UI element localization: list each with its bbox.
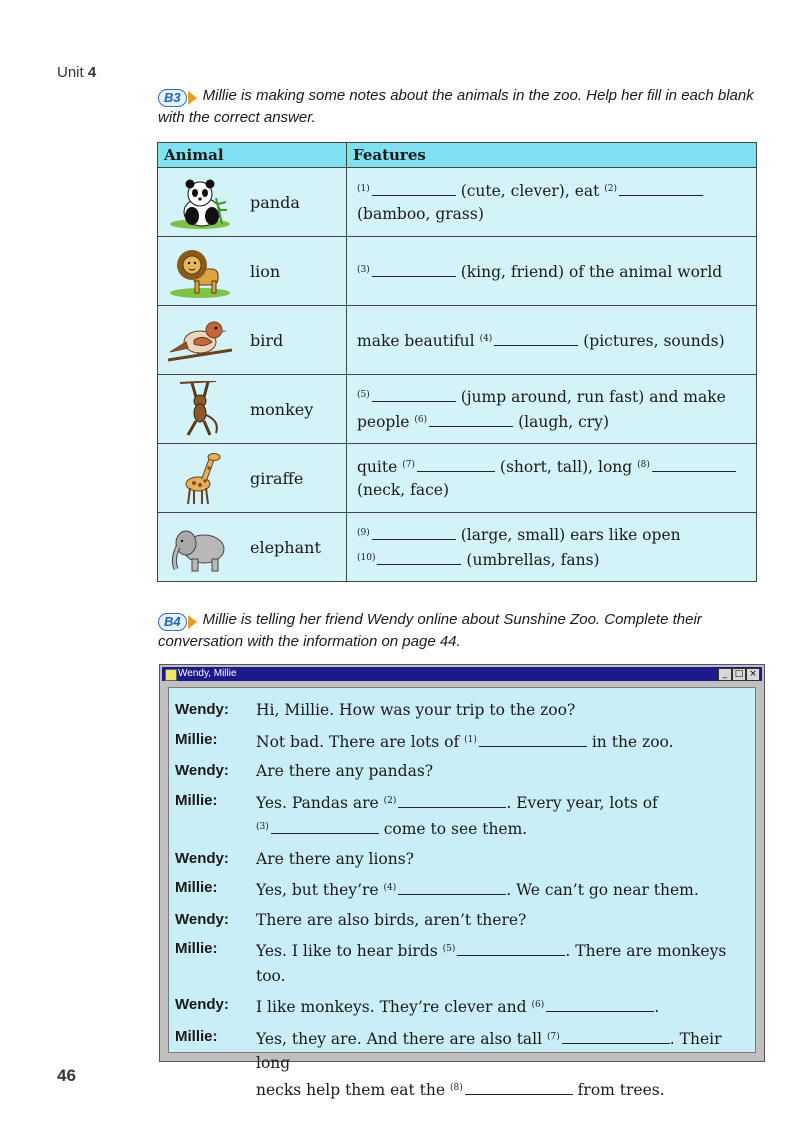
animal-name: bird [250, 330, 284, 350]
chat-app-icon [165, 669, 177, 681]
chat-line: Wendy: Hi, Millie. How was your trip to the zoo? [175, 701, 576, 719]
chat-window-titlebar[interactable] [162, 667, 762, 681]
lion-icon [164, 243, 236, 299]
features-cell: $^{(9)}$ (large, small) ears like open $^{(10)}$ (umbrellas, fans) [347, 513, 757, 582]
features-cell: $^{(1)}$ (cute, clever), eat $^{(2)}$ (bamboo, grass) [347, 168, 757, 237]
chat-line: Wendy: I like monkeys. They’re clever and $^{(6)}$ . [175, 996, 660, 1016]
play-arrow-icon [188, 615, 197, 629]
chat-line: Millie: Yes, but they’re $^{(4)}$ . We can’t go near them. [175, 879, 699, 899]
play-arrow-icon [188, 91, 197, 105]
chat-line: Wendy: Are there any lions? [175, 849, 414, 868]
table-row [158, 306, 757, 375]
table-row [158, 513, 757, 582]
animal-features-table [157, 142, 757, 582]
table-row [158, 375, 757, 444]
animal-name: elephant [250, 537, 321, 557]
animal-name: panda [250, 192, 300, 212]
col-features: Features [347, 143, 757, 168]
table-row [158, 444, 757, 513]
chat-body [168, 687, 756, 1099]
close-icon[interactable]: × [746, 668, 760, 681]
b4-tag: B4 [158, 613, 197, 631]
panda-icon [164, 174, 236, 230]
features-cell: make beautiful $^{(4)}$ (pictures, sounds) [347, 306, 757, 375]
table-row [158, 237, 757, 306]
animal-name: lion [250, 261, 281, 281]
chat-line: Wendy: There are also birds, aren’t there? [175, 910, 527, 929]
b4-instruction: B4 Millie is telling her friend Wendy online about Sunshine Zoo. Complete their conversation with the information on page 44. [158, 611, 702, 650]
maximize-icon[interactable]: □ [732, 668, 746, 681]
col-animal: Animal [158, 143, 347, 168]
page-number: 46 [57, 1066, 76, 1085]
chat-line: Millie: Yes. Pandas are $^{(2)}$ . Every year, lots of $^{(3)}$ come to see them. [175, 791, 658, 838]
chat-line: Wendy: Are there any pandas? [175, 762, 434, 780]
chat-window [159, 664, 765, 1099]
unit-label: Unit 4 [57, 64, 97, 81]
table-row [158, 168, 757, 237]
chat-window-title: Wendy, Millie [178, 668, 237, 679]
bird-icon [164, 312, 236, 368]
giraffe-icon [164, 450, 236, 506]
features-cell: $^{(5)}$ (jump around, run fast) and make people $^{(6)}$ (laugh, cry) [347, 375, 757, 444]
features-cell: $^{(3)}$ (king, friend) of the animal world [347, 237, 757, 306]
animal-name: giraffe [250, 468, 304, 488]
monkey-icon [164, 381, 236, 437]
chat-line: Millie: Yes, they are. And there are also tall $^{(7)}$ . Their long necks help them eat the $^{(8)}$ from trees. [175, 1027, 722, 1099]
b3-instruction: B3 Millie is making some notes about the animals in the zoo. Help her fill in each blank with the correct answer. [158, 87, 754, 126]
minimize-icon[interactable]: _ [718, 668, 732, 681]
b3-tag: B3 [158, 89, 197, 107]
chat-line: Millie: Yes. I like to hear birds $^{(5)}$ . There are monkeys too. [175, 940, 727, 985]
chat-line: Millie: Not bad. There are lots of $^{(1)}$ in the zoo. [175, 730, 674, 751]
features-cell: quite $^{(7)}$ (short, tall), long $^{(8)}$ (neck, face) [347, 444, 757, 513]
animal-name: monkey [250, 399, 314, 419]
elephant-icon [164, 519, 236, 575]
